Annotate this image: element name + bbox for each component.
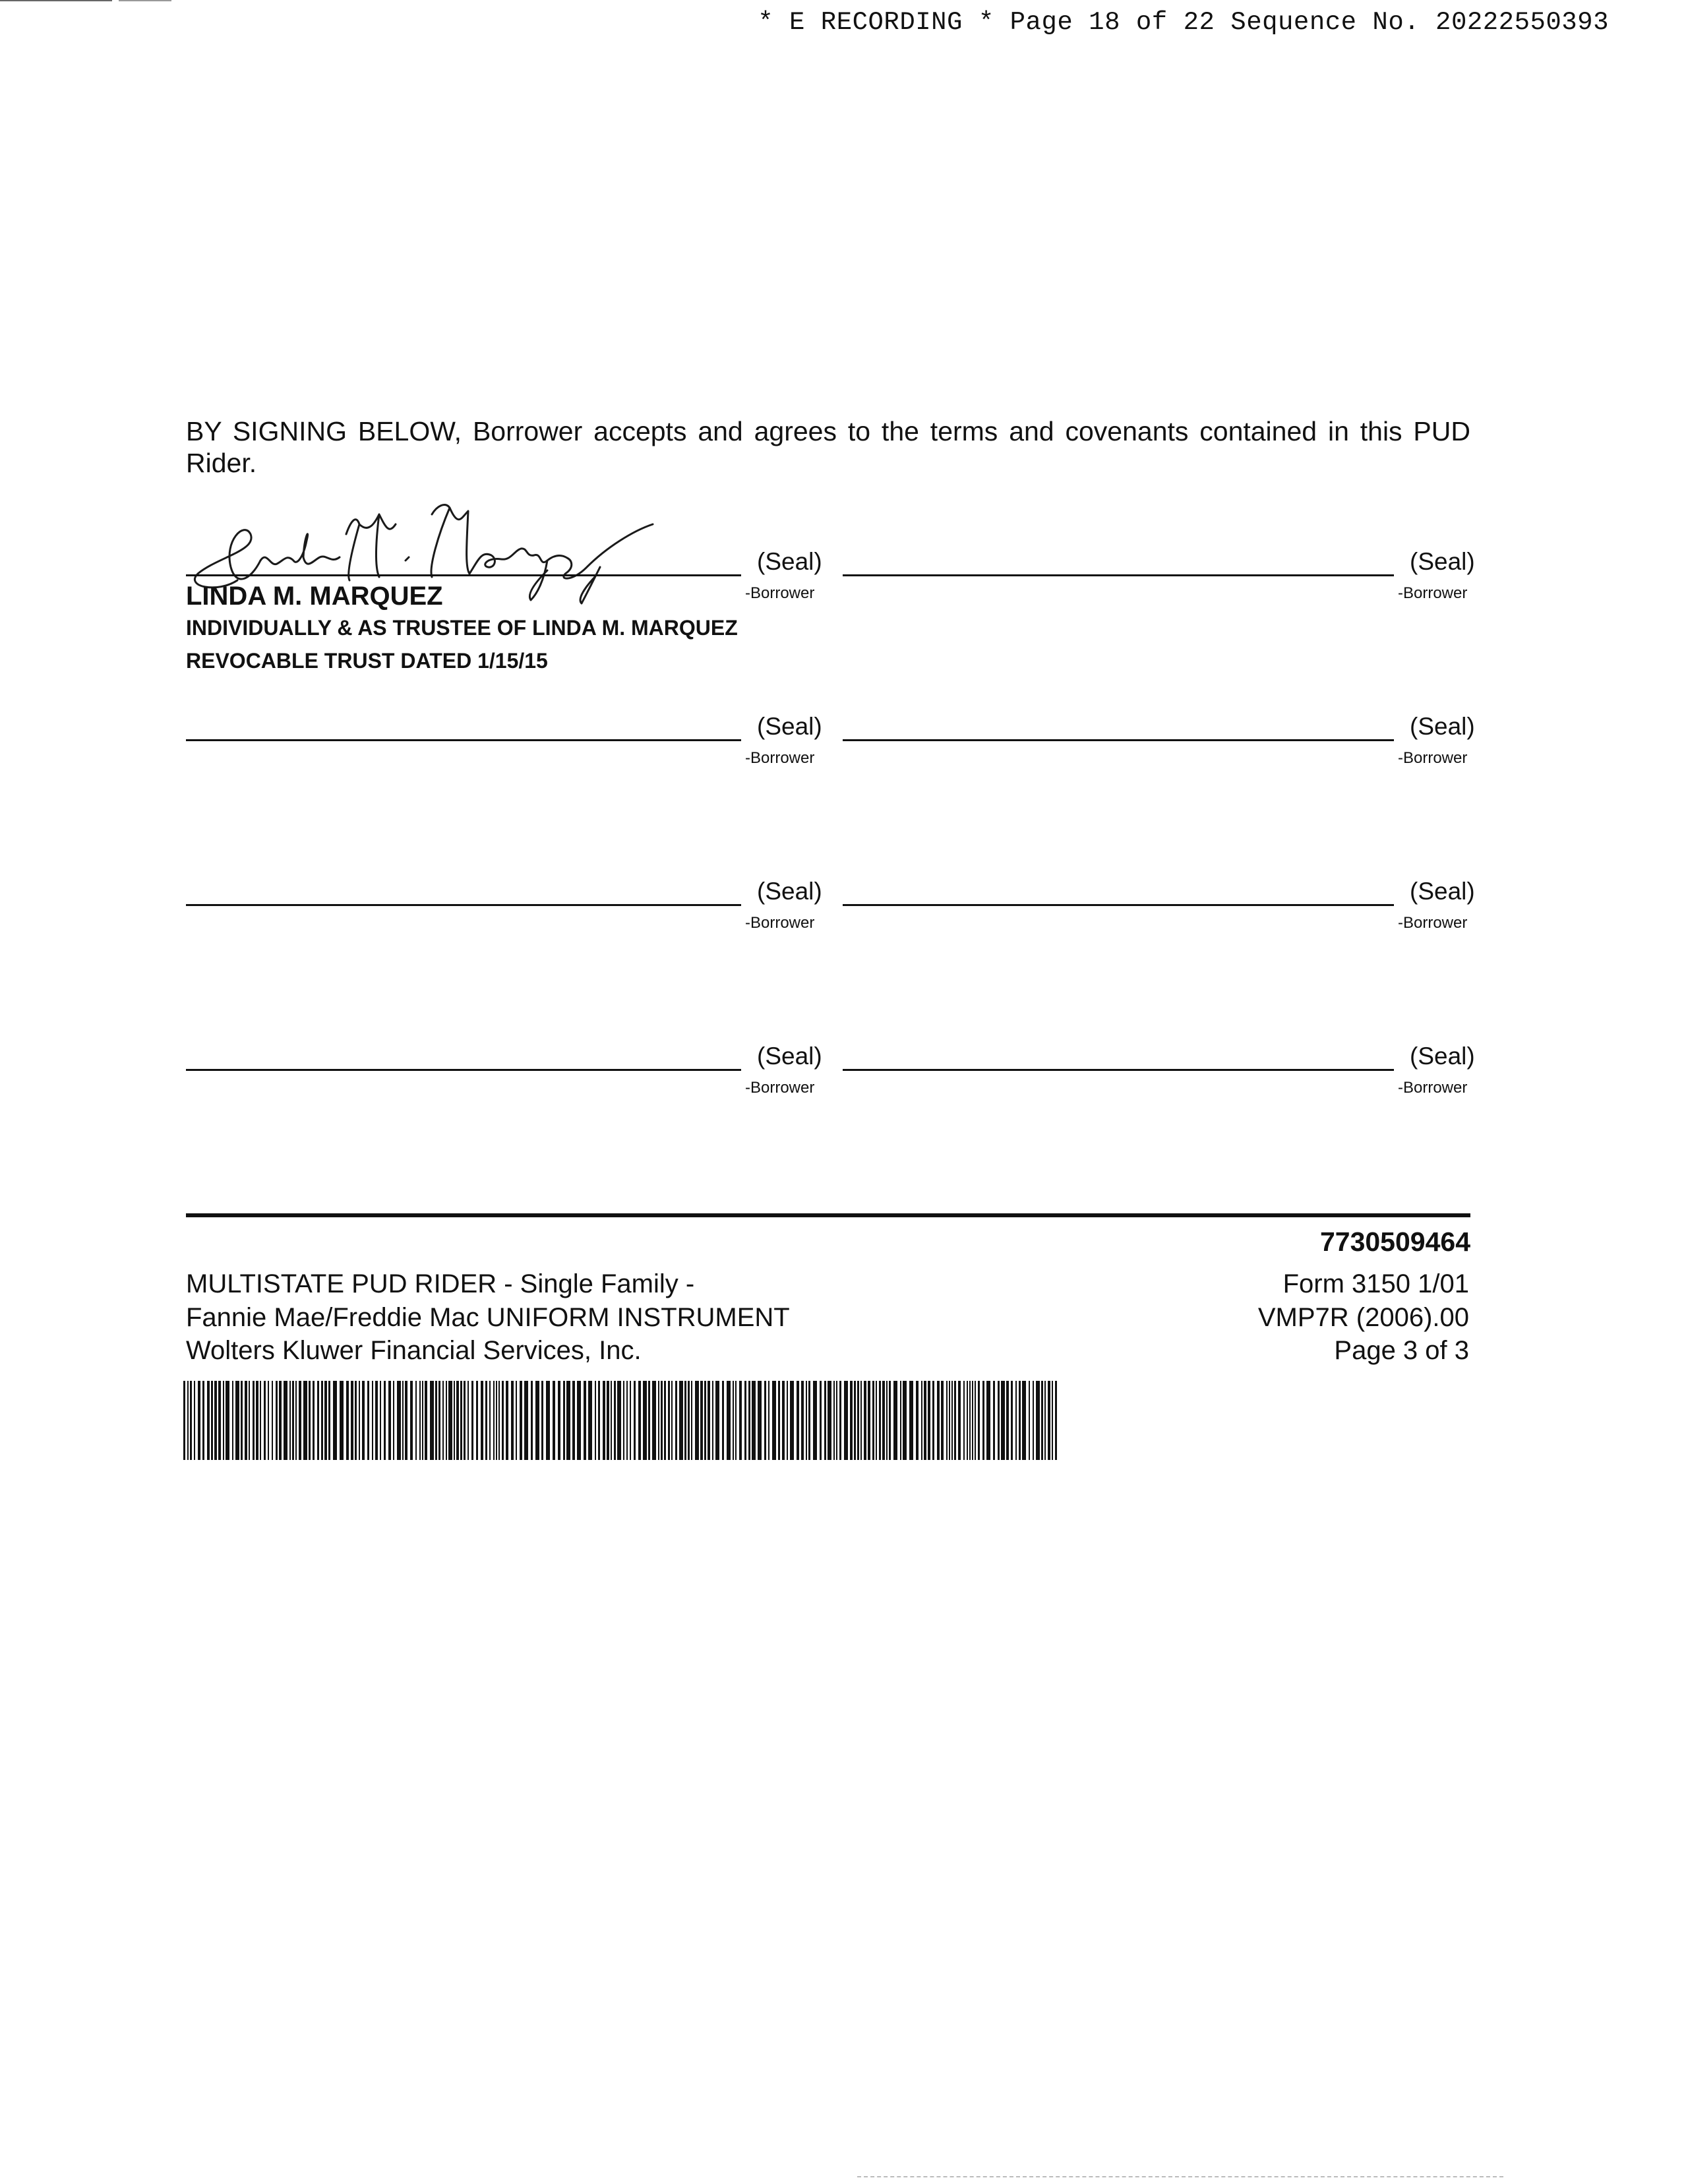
barcode-bar	[563, 1381, 565, 1460]
barcode-bar	[872, 1381, 874, 1460]
barcode-bar	[700, 1381, 703, 1460]
barcode-bar	[1052, 1381, 1053, 1460]
barcode-bar	[211, 1381, 213, 1460]
barcode-bar	[284, 1381, 287, 1460]
barcode-bar	[643, 1381, 647, 1460]
seal-label: (Seal)	[1410, 713, 1475, 740]
barcode-bar	[951, 1381, 953, 1460]
barcode-bar	[801, 1381, 804, 1460]
barcode-bar	[460, 1381, 462, 1460]
barcode-bar	[768, 1381, 769, 1460]
barcode-bar	[489, 1381, 491, 1460]
barcode-bar	[688, 1381, 690, 1460]
signature-line	[843, 574, 1394, 576]
barcode-bar	[506, 1381, 508, 1460]
barcode-bar	[623, 1381, 624, 1460]
barcode-bar	[1029, 1381, 1030, 1460]
barcode-bar	[324, 1381, 327, 1460]
barcode-bar	[388, 1381, 391, 1460]
barcode-bar	[808, 1381, 810, 1460]
signature-line	[186, 739, 741, 741]
barcode-bar	[435, 1381, 437, 1460]
barcode-bar	[638, 1381, 641, 1460]
barcode-bar	[241, 1381, 243, 1460]
seal-label: (Seal)	[757, 1043, 822, 1070]
barcode-bar	[272, 1381, 273, 1460]
barcode-bar	[664, 1381, 666, 1460]
form-instrument: Fannie Mae/Freddie Mac UNIFORM INSTRUMENT	[186, 1303, 790, 1332]
form-number: Form 3150 1/01	[1282, 1269, 1469, 1298]
barcode-bar	[928, 1381, 930, 1460]
barcode-bar	[446, 1381, 447, 1460]
barcode-bar	[949, 1381, 950, 1460]
barcode-bar	[712, 1381, 713, 1460]
barcode-bar	[481, 1381, 483, 1460]
barcode-bar	[430, 1381, 434, 1460]
barcode-bar	[868, 1381, 870, 1460]
barcode-bar	[924, 1381, 926, 1460]
barcode-bar	[511, 1381, 514, 1460]
barcode-bar	[903, 1381, 907, 1460]
barcode-bar	[715, 1381, 719, 1460]
barcode-bar	[384, 1381, 386, 1460]
barcode-bar	[607, 1381, 609, 1460]
barcode-bar	[824, 1381, 826, 1460]
barcode-bar	[932, 1381, 934, 1460]
signature-line	[186, 574, 741, 576]
barcode-bar	[249, 1381, 250, 1460]
barcode-bar	[611, 1381, 612, 1460]
barcode-bar	[813, 1381, 817, 1460]
barcode-bar	[790, 1381, 794, 1460]
barcode-bar	[595, 1381, 596, 1460]
barcode-bar	[496, 1381, 497, 1460]
signature-line	[186, 1069, 741, 1071]
barcode-bar	[419, 1381, 421, 1460]
seal-label: (Seal)	[757, 548, 822, 575]
form-title: MULTISTATE PUD RIDER - Single Family -	[186, 1269, 695, 1298]
barcode-bar	[704, 1381, 706, 1460]
barcode-bar	[648, 1381, 650, 1460]
barcode-bar	[202, 1381, 204, 1460]
barcode-bar	[476, 1381, 478, 1460]
barcode-bar	[679, 1381, 683, 1460]
barcode-bar	[833, 1381, 835, 1460]
barcode-bar	[194, 1381, 195, 1460]
barcode-bar	[355, 1381, 357, 1460]
barcode-bar	[658, 1381, 659, 1460]
barcode-bar	[839, 1381, 841, 1460]
barcode-bar	[598, 1381, 600, 1460]
barcode-bar	[806, 1381, 807, 1460]
signature-line	[843, 904, 1394, 906]
borrower-label: -Borrower	[1398, 584, 1468, 602]
barcode-bar	[1048, 1381, 1050, 1460]
barcode-bar	[758, 1381, 762, 1460]
borrower-label: -Borrower	[1398, 749, 1468, 767]
barcode-bar	[464, 1381, 466, 1460]
barcode-bar	[764, 1381, 766, 1460]
borrower-label: -Borrower	[745, 584, 815, 602]
borrower-label: -Borrower	[745, 914, 815, 932]
barcode-bar	[367, 1381, 369, 1460]
barcode-bar	[722, 1381, 724, 1460]
barcode-bar	[577, 1381, 581, 1460]
barcode-bar	[214, 1381, 217, 1460]
signer-capacity: INDIVIDUALLY & AS TRUSTEE OF LINDA M. MARQUEZ	[186, 616, 738, 640]
barcode-bar	[303, 1381, 307, 1460]
barcode-bar	[1033, 1381, 1034, 1460]
barcode-bar	[778, 1381, 780, 1460]
barcode-bar	[498, 1381, 500, 1460]
barcode-bar	[916, 1381, 919, 1460]
barcode-bar	[1019, 1381, 1021, 1460]
barcode-bar	[313, 1381, 315, 1460]
form-version: VMP7R (2006).00	[1257, 1303, 1469, 1332]
barcode-bar	[684, 1381, 686, 1460]
footer-rule	[186, 1213, 1470, 1217]
barcode-bar	[232, 1381, 233, 1460]
barcode-bar	[1055, 1381, 1057, 1460]
barcode-bar	[295, 1381, 297, 1460]
barcode-bar	[1044, 1381, 1046, 1460]
barcode-bar	[787, 1381, 788, 1460]
barcode-bar	[588, 1381, 592, 1460]
barcode-bar	[405, 1381, 407, 1460]
barcode-bar	[187, 1381, 189, 1460]
barcode-bar	[735, 1381, 737, 1460]
barcode-bar	[516, 1381, 517, 1460]
barcode-bar	[844, 1381, 848, 1460]
barcode-bar	[218, 1381, 221, 1460]
seal-label: (Seal)	[1410, 1043, 1475, 1070]
barcode-bar	[733, 1381, 734, 1460]
barcode-bar	[963, 1381, 965, 1460]
barcode-bar	[998, 1381, 1000, 1460]
barcode-bar	[340, 1381, 344, 1460]
barcode-bar	[614, 1381, 616, 1460]
barcode-bar	[268, 1381, 269, 1460]
barcode-bar	[245, 1381, 247, 1460]
barcode-bar	[442, 1381, 444, 1460]
barcode-bar	[375, 1381, 378, 1460]
signing-statement: BY SIGNING BELOW, Borrower accepts and agrees to the terms and covenants contained in this PUD Rider.	[186, 416, 1470, 478]
barcode-bar	[524, 1381, 528, 1460]
barcode-bar	[198, 1381, 200, 1460]
barcode-bar	[882, 1381, 885, 1460]
barcode-bar	[289, 1381, 291, 1460]
barcode-bar	[448, 1381, 452, 1460]
barcode-bar	[695, 1381, 699, 1460]
barcode-bar	[1036, 1381, 1040, 1460]
signer-name: LINDA M. MARQUEZ	[186, 582, 443, 611]
barcode-bar	[782, 1381, 785, 1460]
barcode-bar	[860, 1381, 862, 1460]
barcode-bar	[975, 1381, 976, 1460]
barcode-bar	[235, 1381, 239, 1460]
barcode-bar	[739, 1381, 742, 1460]
barcode-bar	[921, 1381, 922, 1460]
barcode-bar	[190, 1381, 192, 1460]
barcode-bar	[256, 1381, 258, 1460]
barcode-bar	[299, 1381, 301, 1460]
barcode-bar	[752, 1381, 756, 1460]
barcode-bar	[531, 1381, 533, 1460]
barcode-bar	[380, 1381, 381, 1460]
form-publisher: Wolters Kluwer Financial Services, Inc.	[186, 1336, 642, 1365]
barcode-bar	[541, 1381, 543, 1460]
scan-artifact	[857, 2176, 1503, 2177]
barcode-bar	[223, 1381, 224, 1460]
barcode-bar	[351, 1381, 353, 1460]
barcode-bar	[937, 1381, 940, 1460]
barcode-bar	[671, 1381, 673, 1460]
seal-label: (Seal)	[1410, 548, 1475, 575]
barcode-bar	[978, 1381, 980, 1460]
barcode-bar	[321, 1381, 323, 1460]
barcode-bar	[1001, 1381, 1005, 1460]
barcode-bar	[346, 1381, 349, 1460]
barcode-bar	[986, 1381, 990, 1460]
barcode-bar	[260, 1381, 261, 1460]
barcode-bar	[292, 1381, 294, 1460]
barcode-bar	[772, 1381, 776, 1460]
barcode-bar	[520, 1381, 522, 1460]
recording-header: * E RECORDING * Page 18 of 22 Sequence No. 20222550393	[758, 8, 1609, 37]
barcode-bar	[279, 1381, 282, 1460]
barcode-bar	[1015, 1381, 1017, 1460]
barcode-bar	[1022, 1381, 1026, 1460]
corner-rule	[0, 0, 112, 1]
barcode-bar	[864, 1381, 866, 1460]
barcode-bar	[748, 1381, 750, 1460]
barcode-bar	[958, 1381, 961, 1460]
barcode-bar	[207, 1381, 210, 1460]
barcode-bar	[558, 1381, 560, 1460]
barcode-bar	[854, 1381, 856, 1460]
barcode-bar	[661, 1381, 663, 1460]
barcode-bar	[1006, 1381, 1009, 1460]
barcode-bar	[183, 1381, 185, 1460]
barcode-bar	[471, 1381, 473, 1460]
barcode-bar	[553, 1381, 555, 1460]
barcode-bar	[820, 1381, 822, 1460]
barcode-bar	[708, 1381, 710, 1460]
barcode-bar	[410, 1381, 413, 1460]
barcode-bar	[264, 1381, 266, 1460]
corner-rule	[119, 0, 171, 1]
barcode-bar	[982, 1381, 984, 1460]
barcode-bar	[603, 1381, 605, 1460]
barcode-bar	[362, 1381, 365, 1460]
barcode-bar	[584, 1381, 586, 1460]
barcode-bar	[485, 1381, 487, 1460]
barcode-bar	[317, 1381, 319, 1460]
seal-label: (Seal)	[757, 878, 822, 905]
barcode-bar	[328, 1381, 330, 1460]
barcode-bar	[546, 1381, 550, 1460]
barcode-bar	[276, 1381, 278, 1460]
barcode-bar	[397, 1381, 401, 1460]
barcode-bar	[626, 1381, 628, 1460]
barcode-bar	[1011, 1381, 1013, 1460]
barcode-bar	[850, 1381, 853, 1460]
borrower-label: -Borrower	[1398, 1079, 1468, 1097]
borrower-label: -Borrower	[1398, 914, 1468, 932]
barcode-bar	[941, 1381, 944, 1460]
barcode-bar	[652, 1381, 656, 1460]
borrower-label: -Borrower	[745, 1079, 815, 1097]
barcode-bar	[493, 1381, 495, 1460]
barcode-bar	[993, 1381, 995, 1460]
barcode-bar	[617, 1381, 621, 1460]
seal-label: (Seal)	[1410, 878, 1475, 905]
barcode-bar	[836, 1381, 837, 1460]
barcode-bar	[253, 1381, 255, 1460]
barcode-bar	[372, 1381, 373, 1460]
barcode-bar	[828, 1381, 831, 1460]
loan-number: 7730509464	[1319, 1227, 1470, 1257]
barcode-bar	[893, 1381, 897, 1460]
barcode-bar	[857, 1381, 859, 1460]
borrower-label: -Borrower	[745, 749, 815, 767]
barcode-bar	[438, 1381, 440, 1460]
barcode-bar	[900, 1381, 901, 1460]
barcode-bar	[333, 1381, 337, 1460]
barcode-bar	[630, 1381, 631, 1460]
barcode-bar	[876, 1381, 877, 1460]
barcode-bar	[425, 1381, 427, 1460]
barcode-bar	[954, 1381, 956, 1460]
barcode-bar	[909, 1381, 913, 1460]
signature-line	[843, 739, 1394, 741]
barcode-bar	[691, 1381, 692, 1460]
barcode-bar	[727, 1381, 731, 1460]
barcode-bar	[879, 1381, 881, 1460]
barcode-bar	[226, 1381, 229, 1460]
barcode-bar	[889, 1381, 891, 1460]
signature-line	[186, 904, 741, 906]
barcode-bar	[675, 1381, 677, 1460]
barcode-bar	[393, 1381, 394, 1460]
barcode-bar	[415, 1381, 417, 1460]
barcode-bar	[535, 1381, 539, 1460]
barcode-bar	[972, 1381, 973, 1460]
barcode-bar	[969, 1381, 971, 1460]
barcode-bar	[359, 1381, 360, 1460]
barcode-bar	[309, 1381, 311, 1460]
seal-label: (Seal)	[757, 713, 822, 740]
barcode-bar	[946, 1381, 948, 1460]
barcode-bar	[572, 1381, 575, 1460]
barcode-bar	[502, 1381, 504, 1460]
barcode-bar	[456, 1381, 459, 1460]
barcode-bar	[566, 1381, 570, 1460]
barcode-bar	[797, 1381, 799, 1460]
signature-line	[843, 1069, 1394, 1071]
barcode-bar	[967, 1381, 968, 1460]
barcode-bar	[422, 1381, 423, 1460]
page-number: Page 3 of 3	[1334, 1336, 1469, 1365]
barcode-bar	[454, 1381, 455, 1460]
barcode-bar	[634, 1381, 636, 1460]
barcode-bar	[402, 1381, 404, 1460]
barcode-bar	[1041, 1381, 1043, 1460]
signer-capacity: REVOCABLE TRUST DATED 1/15/15	[186, 649, 548, 673]
barcode	[183, 1381, 1057, 1460]
barcode-bar	[886, 1381, 888, 1460]
barcode-bar	[467, 1381, 469, 1460]
barcode-bar	[668, 1381, 670, 1460]
barcode-bar	[744, 1381, 746, 1460]
